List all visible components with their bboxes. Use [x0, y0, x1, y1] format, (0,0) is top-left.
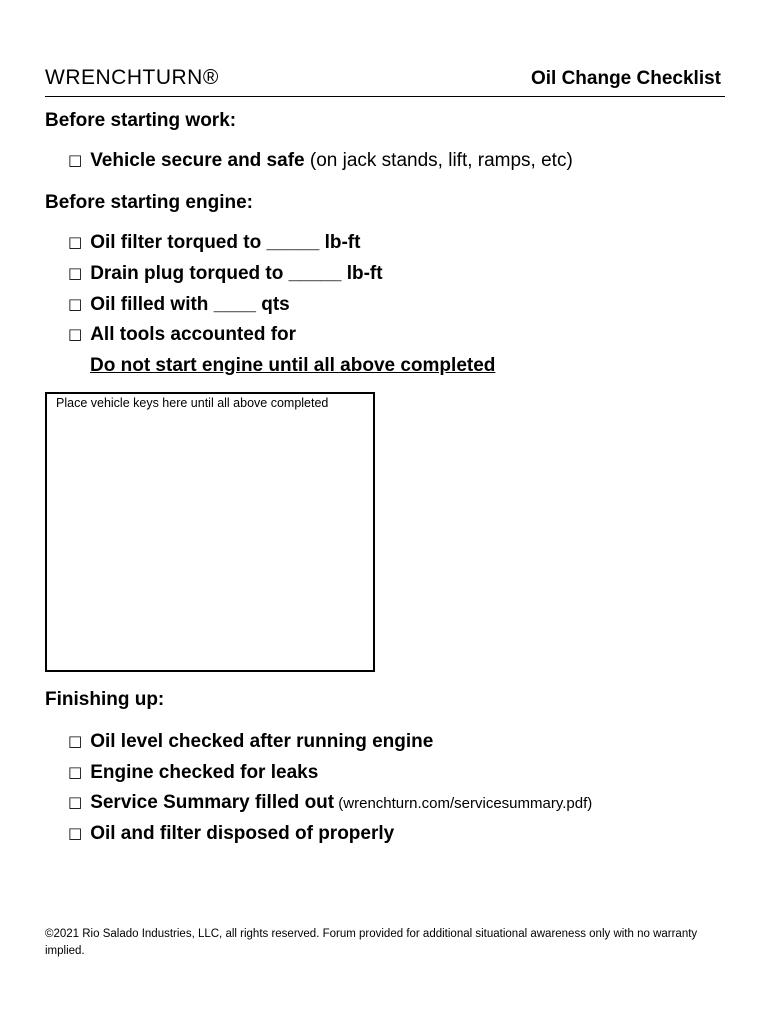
checklist-item-oil-level[interactable] — [68, 731, 433, 753]
item-label: Engine checked for leaks — [90, 762, 319, 783]
checkbox-icon[interactable]: □ — [68, 325, 83, 343]
checklist-item-service-summary[interactable] — [68, 792, 592, 814]
document-title: Oil Change Checklist — [530, 68, 721, 89]
checkbox-icon[interactable]: □ — [68, 824, 83, 842]
section-heading-before-engine: Before starting engine: — [45, 192, 253, 213]
vehicle-keys-box — [45, 392, 375, 672]
checkbox-icon[interactable]: □ — [68, 233, 83, 251]
key-box-label: Place vehicle keys here until all above completed — [56, 396, 329, 410]
item-label: Oil and filter disposed of properly — [90, 823, 395, 844]
checklist-item-vehicle-secure[interactable] — [68, 150, 573, 172]
section-heading-before-work: Before starting work: — [45, 110, 237, 131]
checkbox-icon[interactable]: □ — [68, 295, 83, 313]
checklist-item-oil-filled[interactable] — [68, 294, 290, 316]
checklist-item-oil-filter[interactable] — [68, 232, 360, 254]
brand-logo-text: WRENCHTURN® — [45, 66, 219, 89]
checkbox-icon[interactable]: □ — [68, 264, 83, 282]
checkbox-icon[interactable]: □ — [68, 732, 83, 750]
checklist-item-tools[interactable] — [68, 324, 296, 346]
item-label: Drain plug torqued to _____ lb-ft — [90, 263, 383, 284]
checklist-item-leaks[interactable] — [68, 762, 318, 784]
item-label: Service Summary filled out — [90, 792, 335, 813]
checkbox-icon[interactable]: □ — [68, 763, 83, 781]
checklist-item-disposal[interactable] — [68, 823, 394, 845]
item-label: Oil filter torqued to _____ lb-ft — [90, 232, 361, 253]
item-label: Oil level checked after running engine — [90, 731, 434, 752]
copyright-footer: ©2021 Rio Salado Industries, LLC, all rights reserved. Forum provided for additional situational awareness only with no warranty implied. — [45, 928, 698, 957]
item-label: All tools accounted for — [90, 324, 297, 345]
item-note: (on jack stands, lift, ramps, etc) — [304, 150, 573, 171]
checklist-item-drain-plug[interactable] — [68, 263, 383, 285]
item-note-link: (wrenchturn.com/servicesummary.pdf) — [334, 795, 593, 812]
engine-start-warning: Do not start engine until all above completed — [90, 355, 496, 376]
checkbox-icon[interactable]: □ — [68, 793, 83, 811]
page-header — [45, 62, 725, 97]
section-heading-finishing: Finishing up: — [45, 689, 165, 710]
item-label: Vehicle secure and safe — [90, 150, 305, 171]
item-label: Oil filled with ____ qts — [90, 294, 290, 315]
checkbox-icon[interactable]: □ — [68, 151, 83, 169]
